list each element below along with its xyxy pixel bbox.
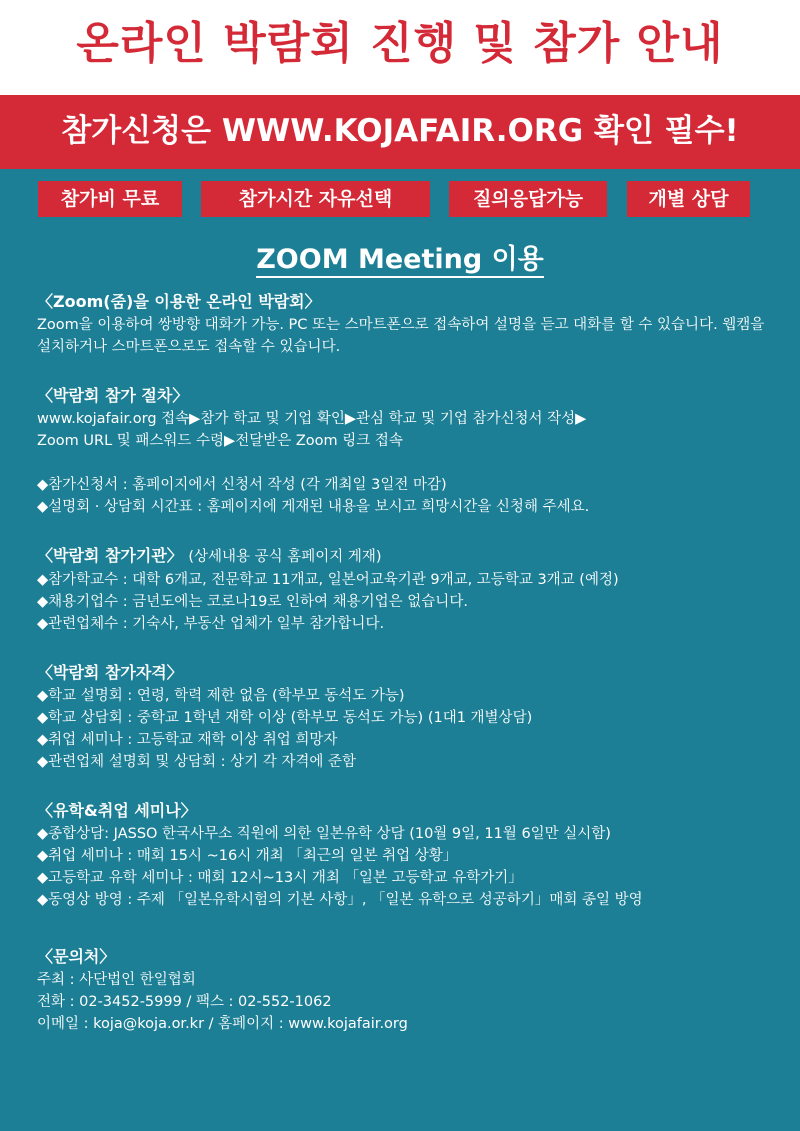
- contact-email: 이메일 : koja@koja.or.kr / 홈페이지 : www.kojafair.org: [37, 1016, 408, 1032]
- institutions-line: ◆관련업체수 : 기숙사, 부동산 업체가 일부 참가합니다.: [37, 616, 385, 632]
- heading-text: 〈박람회 참가기관〉: [37, 546, 183, 565]
- seminar-line: ◆고등학교 유학 세미나 : 매회 12시~13시 개최 「일본 고등학교 유학가기」: [37, 870, 523, 886]
- badge-free: 참가비 무료: [38, 181, 182, 217]
- section-institutions: [37, 544, 767, 635]
- eligibility-line: ◆학교 설명회 : 연령, 학력 제한 없음 (학부모 동석도 가능): [37, 688, 405, 704]
- content: [37, 290, 767, 1035]
- section-body: Zoom을 이용하여 쌍방향 대화가 가능. PC 또는 스마트폰으로 접속하여 설명을 듣고 대화를 할 수 있습니다. 웹캠을 설치하거나 스마트폰으로도 접속할 수 있습니다.: [37, 317, 765, 355]
- header-area: [0, 0, 800, 95]
- seminar-line: ◆동영상 방영 : 주제 「일본유학시험의 기본 사항」, 「일본 유학으로 성공하기」매회 종일 방영: [37, 892, 643, 908]
- zoom-title-text: ZOOM Meeting 이용: [256, 244, 544, 278]
- section-heading: 〈유학&취업 세미나〉: [37, 801, 197, 820]
- section-contact: [37, 945, 767, 1035]
- page-title: 온라인 박람회 진행 및 참가 안내: [76, 18, 724, 69]
- procedure-line: www.kojafair.org 접속▶참가 학교 및 기업 확인▶관심 학교 및 기업 참가신청서 작성▶: [37, 411, 587, 427]
- eligibility-line: ◆취업 세미나 : 고등학교 재학 이상 취업 희망자: [37, 732, 338, 748]
- institutions-line: ◆참가학교수 : 대학 6개교, 전문학교 11개교, 일본어교육기관 9개교, 고등학교 3개교 (예정): [37, 572, 619, 588]
- procedure-line: Zoom URL 및 패스워드 수령▶전달받은 Zoom 링크 접속: [37, 433, 403, 449]
- registration-banner: [0, 95, 800, 169]
- badge-qa: 질의응답가능: [449, 181, 607, 217]
- section-seminar: [37, 799, 767, 911]
- institutions-line: ◆채용기업수 : 금년도에는 코로나19로 인하여 채용기업은 없습니다.: [37, 594, 468, 610]
- section-heading: 〈박람회 참가자격〉: [37, 663, 183, 682]
- eligibility-line: ◆관련업체 설명회 및 상담회 : 상기 각 자격에 준함: [37, 754, 357, 770]
- seminar-line: ◆취업 세미나 : 매회 15시 ~16시 개최 「최근의 일본 취업 상황」: [37, 848, 458, 864]
- feature-badges: [0, 181, 800, 217]
- zoom-title: [0, 240, 800, 280]
- badge-free-time: 참가시간 자유선택: [201, 181, 430, 217]
- section-zoom: [37, 290, 767, 358]
- seminar-line: ◆종합상담: JASSO 한국사무소 직원에 의한 일본유학 상담 (10월 9일, 11월 6일만 실시함): [37, 826, 611, 842]
- banner-text: 참가신청은 WWW.KOJAFAIR.ORG 확인 필수!: [61, 113, 739, 149]
- section-heading: [37, 544, 767, 569]
- heading-subtext: (상세내용 공식 홈페이지 게재): [188, 549, 382, 565]
- section-heading: 〈박람회 참가 절차〉: [37, 386, 189, 405]
- contact-host: 주최 : 사단법인 한일협회: [37, 972, 196, 988]
- section-procedure: [37, 384, 767, 518]
- badge-consult: 개별 상담: [627, 181, 750, 217]
- procedure-note: ◆참가신청서 : 홈페이지에서 신청서 작성 (각 개최일 3일전 마감): [37, 477, 447, 493]
- section-heading: 〈문의처〉: [37, 947, 116, 966]
- contact-phone: 전화 : 02-3452-5999 / 팩스 : 02-552-1062: [37, 994, 332, 1010]
- eligibility-line: ◆학교 상담회 : 중학교 1학년 재학 이상 (학부모 동석도 가능) (1대1 개별상담): [37, 710, 533, 726]
- section-heading: 〈Zoom(줌)을 이용한 온라인 박람회〉: [37, 292, 321, 311]
- procedure-note: ◆설명회 · 상담회 시간표 : 홈페이지에 게재된 내용을 보시고 희망시간을 신청해 주세요.: [37, 499, 590, 515]
- section-eligibility: [37, 661, 767, 773]
